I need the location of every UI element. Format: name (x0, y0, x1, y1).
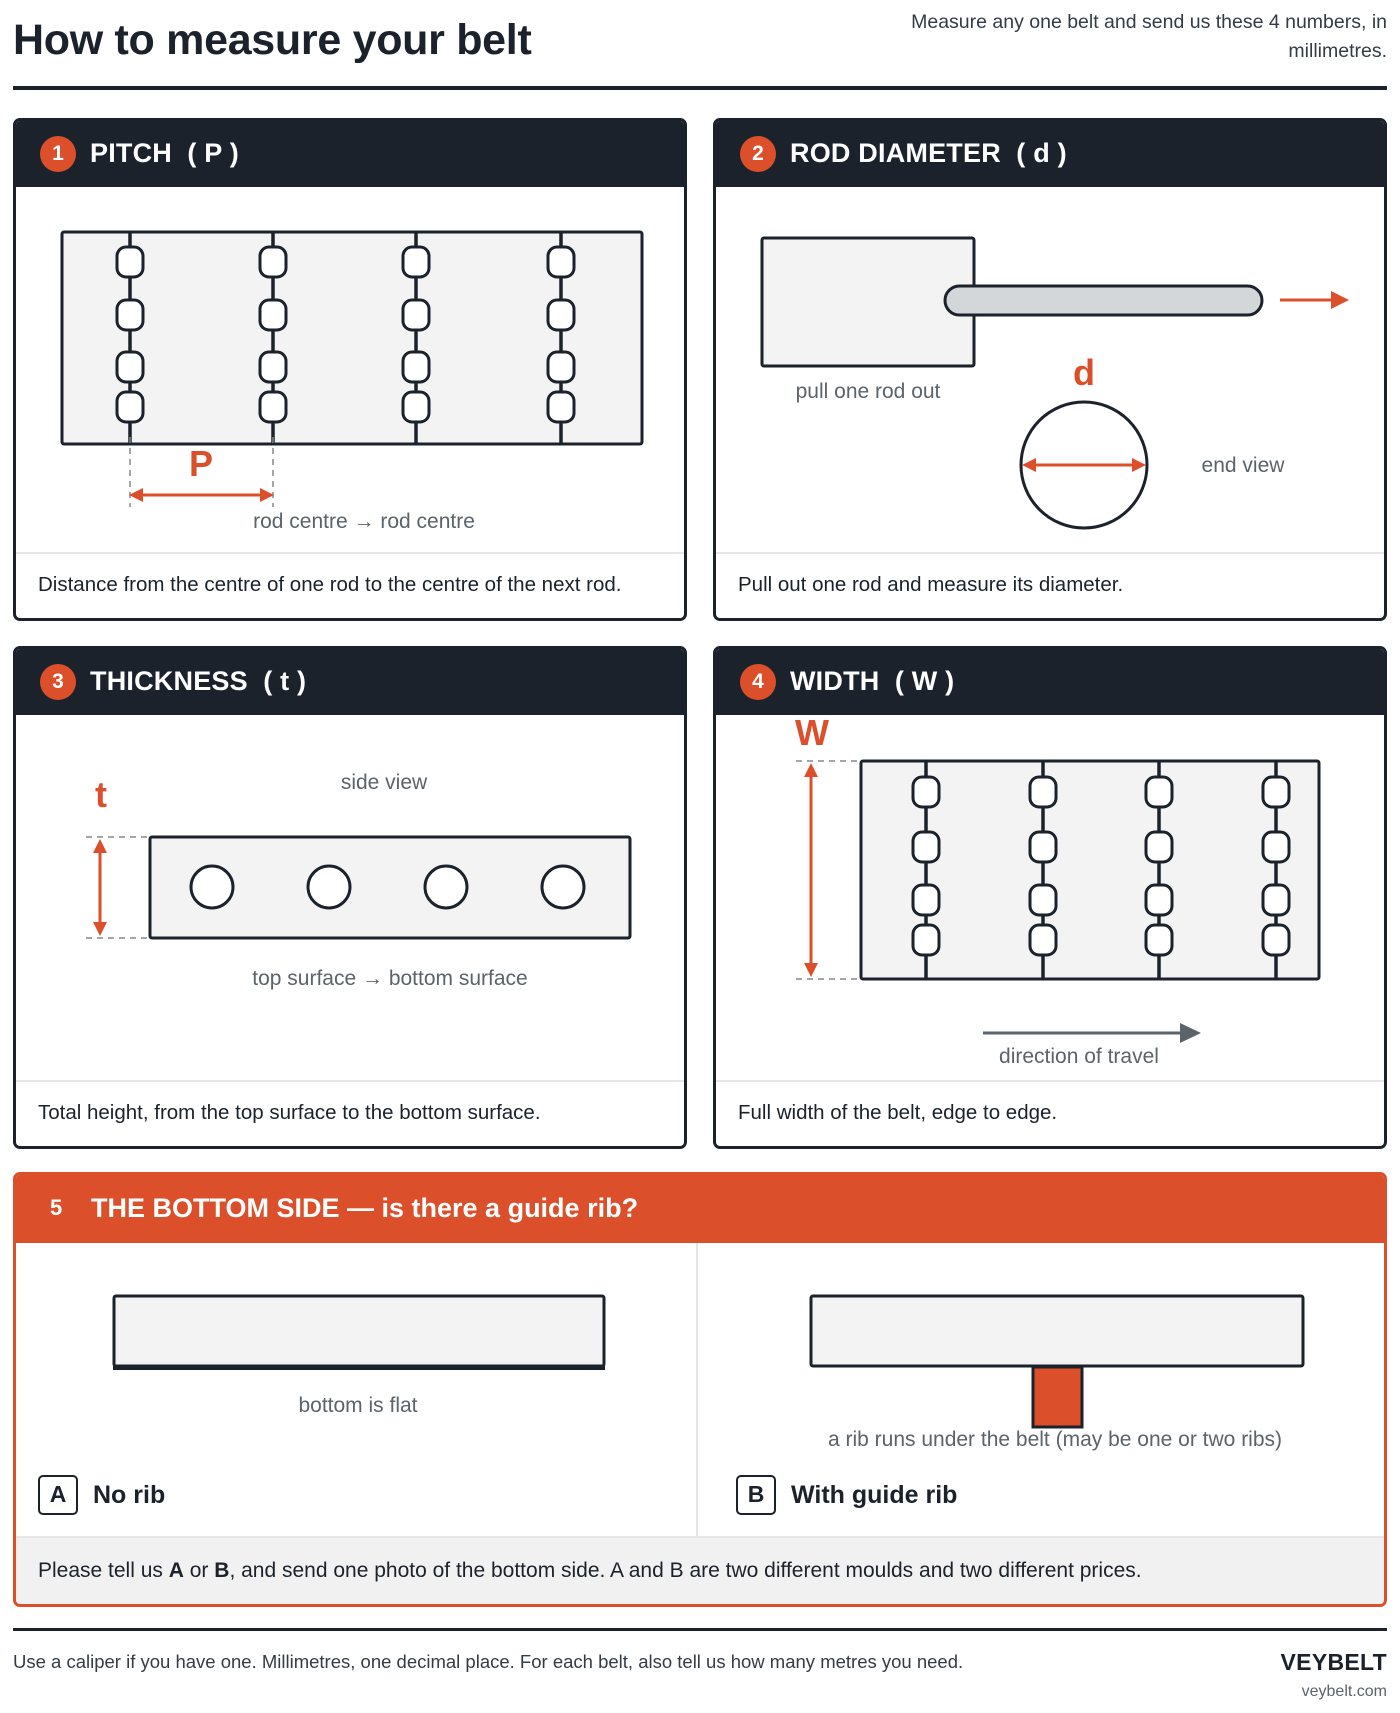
note-part: or (183, 1559, 215, 1582)
end-view-caption: end view (1201, 454, 1285, 477)
diameter-symbol: d (1073, 352, 1095, 393)
note-letter-a: A (168, 1559, 184, 1582)
thickness-caption: top surface → bottom surface (252, 967, 528, 990)
guide-rib (1033, 1367, 1082, 1427)
card-description: Full width of the belt, edge to edge. (738, 1101, 1058, 1124)
card-footer (716, 552, 1384, 618)
brand-url: veybelt.com (1301, 1683, 1387, 1700)
chain-link (403, 300, 429, 330)
chain-link (1263, 832, 1289, 862)
note-part: Please tell us (38, 1559, 169, 1582)
card-bottom-side (13, 1172, 1387, 1607)
arrowhead-right (1180, 1023, 1201, 1043)
rod-pulled-out (945, 286, 1262, 315)
page-subtitle: Measure any one belt and send us these 4 numbers, in millimetres. (911, 11, 1387, 62)
option-a-no-rib (16, 1243, 698, 1536)
step-number: 5 (50, 1195, 63, 1220)
page-title: How to measure your belt (13, 16, 532, 64)
chain-link (260, 392, 286, 422)
step-number: 3 (40, 664, 76, 700)
width-symbol: W (795, 715, 829, 753)
thickness-diagram (16, 715, 684, 1080)
travel-caption: direction of travel (999, 1045, 1159, 1068)
card-thickness (13, 646, 687, 1149)
option-a-label: No rib (93, 1481, 166, 1509)
card-description: Distance from the centre of one rod to the centre of the next rod. (38, 573, 622, 596)
chain-link (548, 247, 574, 277)
rod-diameter-diagram (716, 187, 1384, 552)
chain-link (548, 392, 574, 422)
chain-link (403, 392, 429, 422)
chain-link (117, 247, 143, 277)
chain-link (403, 247, 429, 277)
option-b-label: With guide rib (791, 1481, 958, 1509)
card-pitch (13, 118, 687, 621)
arrowhead-right (260, 488, 274, 502)
chain-link (117, 392, 143, 422)
card-header (716, 649, 1384, 715)
card-footer (716, 1080, 1384, 1146)
arrowhead-left (129, 488, 143, 502)
chain-link (1030, 777, 1056, 807)
chain-link (1146, 885, 1172, 915)
card-header (16, 649, 684, 715)
chain-link (913, 777, 939, 807)
chain-link (548, 300, 574, 330)
option-a-badge: A (38, 1475, 78, 1515)
card-title: THICKNESS ( t ) (90, 666, 307, 696)
card-title: PITCH ( P ) (90, 138, 239, 168)
width-diagram (716, 715, 1384, 1080)
chain-link (1030, 925, 1056, 955)
arrowhead-down (804, 963, 818, 977)
step-number: 4 (740, 664, 776, 700)
belt-flat-bottom (114, 1296, 604, 1366)
option-a-caption: bottom is flat (298, 1394, 418, 1417)
chain-link (1146, 777, 1172, 807)
arrowhead-right (1331, 291, 1349, 309)
belt-block (762, 238, 974, 366)
step-number: 2 (740, 136, 776, 172)
chain-link (1030, 885, 1056, 915)
chain-link (913, 832, 939, 862)
chain-link (913, 925, 939, 955)
chain-link (1263, 925, 1289, 955)
thickness-symbol: t (95, 774, 107, 815)
footer-note: Use a caliper if you have one. Millimetres, one decimal place. For each belt, also tell us how many metres you need. (13, 1651, 964, 1672)
bottom-side-note (16, 1536, 1384, 1604)
chain-link (548, 352, 574, 382)
arrowhead-up (804, 763, 818, 777)
pitch-caption: rod centre → rod centre (253, 510, 475, 533)
rod-cross-section (425, 866, 467, 908)
rod-cross-section (308, 866, 350, 908)
note-letter-b: B (214, 1559, 230, 1582)
card-footer (16, 1080, 684, 1146)
card-header (16, 1175, 1384, 1243)
note-text (38, 1559, 1142, 1583)
chain-link (260, 300, 286, 330)
card-header (716, 121, 1384, 187)
chain-link (117, 352, 143, 382)
side-view-caption: side view (340, 771, 428, 794)
chain-link (260, 352, 286, 382)
card-footer (16, 552, 684, 618)
step-number: 1 (40, 136, 76, 172)
card-description: Pull out one rod and measure its diameter. (738, 573, 1124, 596)
chain-link (1263, 777, 1289, 807)
chain-link (1263, 885, 1289, 915)
card-title: THE BOTTOM SIDE — is there a guide rib? (91, 1193, 639, 1223)
pull-caption: pull one rod out (795, 380, 941, 403)
chain-link (1030, 832, 1056, 862)
note-part: , and send one photo of the bottom side. A and B are two different moulds and two different prices. (229, 1559, 1142, 1582)
chain-link (403, 352, 429, 382)
card-rod-diameter (713, 118, 1387, 621)
card-title: WIDTH ( W ) (790, 666, 955, 696)
rod-cross-section (191, 866, 233, 908)
chain-link (117, 300, 143, 330)
card-description: Total height, from the top surface to the bottom surface. (38, 1101, 541, 1124)
chain-link (260, 247, 286, 277)
page-footer (13, 1628, 1387, 1708)
option-b-caption: a rib runs under the belt (may be one or two ribs) (827, 1428, 1283, 1451)
chain-link (1146, 832, 1172, 862)
card-title: ROD DIAMETER ( d ) (790, 138, 1067, 168)
card-header (16, 121, 684, 187)
chain-link (1146, 925, 1172, 955)
option-b-guide-rib (700, 1243, 1384, 1536)
brand-logo: VEYBELT (1280, 1649, 1387, 1675)
belt-with-rib (811, 1296, 1303, 1366)
rod-cross-section (542, 866, 584, 908)
page-header (13, 0, 1387, 90)
card-width (713, 646, 1387, 1149)
pitch-symbol: P (188, 443, 214, 484)
arrowhead-up (93, 839, 107, 853)
option-b-badge: B (736, 1475, 776, 1515)
pitch-diagram (16, 187, 684, 552)
arrowhead-down (93, 922, 107, 936)
chain-link (913, 885, 939, 915)
